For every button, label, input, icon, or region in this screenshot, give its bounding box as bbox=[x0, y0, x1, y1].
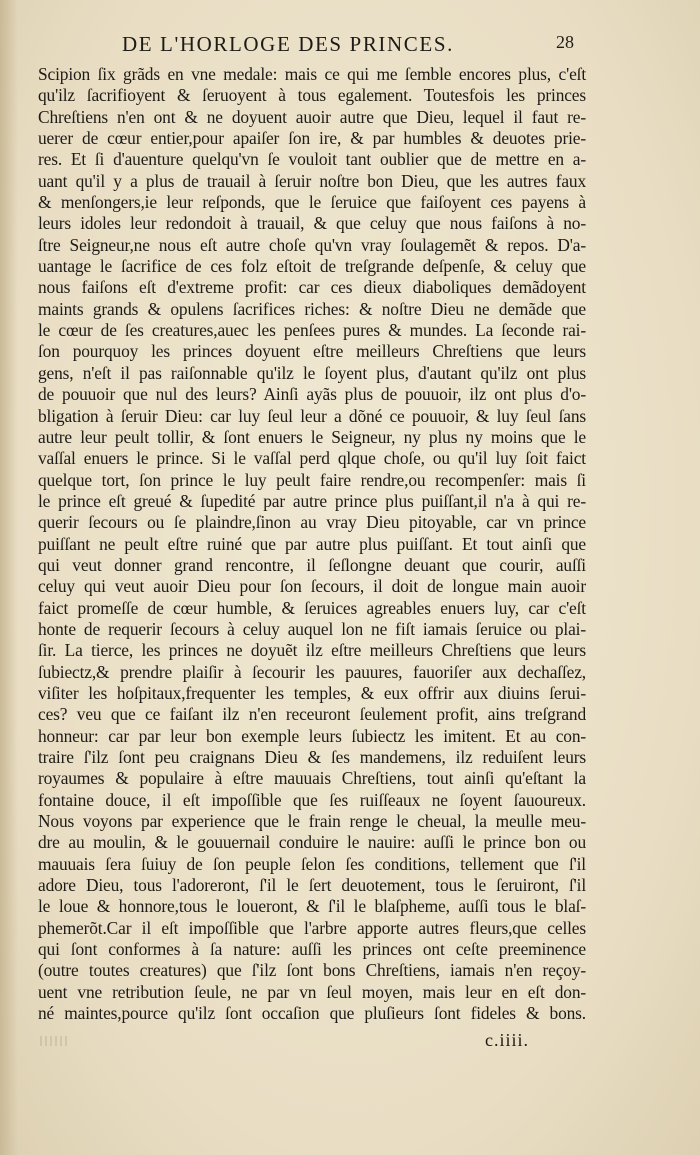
text-line: qui veut donner grand rencontre, il ſeſlongne deuant que courir, auſſi bbox=[38, 554, 586, 575]
text-line: celuy qui veut auoir Dieu pour ſon ſecours, il doit de longue main auoir bbox=[38, 576, 586, 597]
text-line: qui ſont conformes à ſa nature: auſſi les princes ont ceſte preeminence bbox=[38, 939, 586, 960]
folio-number: 28 bbox=[556, 32, 574, 52]
text-line: quelque tort, ſon prince le luy peult faire rendre,ou recompenſer: mais ſi bbox=[38, 469, 586, 490]
text-line: dre au moulin, & le gouuernail conduire le nauire: auſſi le prince bon ou bbox=[38, 832, 586, 853]
running-head bbox=[0, 30, 700, 60]
text-line: uantage le ſacrifice de ces folz eſtoit de treſgrande deſpenſe, & celuy que bbox=[38, 256, 586, 277]
text-line: le loue & honnore,tous le loueront, & ſ'il le blaſpheme, auſſi tous le blaſ- bbox=[38, 896, 586, 917]
main-text-block bbox=[38, 64, 586, 1024]
page-gutter-shadow bbox=[0, 0, 18, 1155]
text-line: querir ſecours ou ſe plaindre,ſinon au vray Dieu pitoyable, car vn prince bbox=[38, 512, 586, 533]
text-line: adore Dieu, tous l'adoreront, ſ'il le ſert deuotement, tous le ſeruiront, ſ'il bbox=[38, 875, 586, 896]
text-line: fontaine douce, il eſt impoſſible que ſes ruiſſeaux ne ſoyent ſauoureux. bbox=[38, 789, 586, 810]
text-line: ſir. La tierce, les princes ne doyuẽt ilz eſtre meilleurs Chreſtiens que leurs bbox=[38, 640, 586, 661]
text-line: uant qu'il y a plus de trauail à ſeruir noſtre bon Dieu, que les autres faux bbox=[38, 170, 586, 191]
text-line: maints grands & opulens ſacrifices riches: & noſtre Dieu ne demãde que bbox=[38, 298, 586, 319]
text-line: ſtre Seigneur,ne nous eſt autre choſe qu'vn vray ſoulagemẽt & repos. D'a- bbox=[38, 234, 586, 255]
text-line: né maintes,pource qu'ilz ſont occaſion que pluſieurs ſont fideles & bons. bbox=[38, 1003, 586, 1024]
text-line: uerer de cœur entier,pour apaiſer ſon ire, & par humbles & deuotes prie- bbox=[38, 128, 586, 149]
text-line: res. Et ſi d'auenture quelqu'vn ſe vouloit tant oublier que de mettre en a- bbox=[38, 149, 586, 170]
running-title: DE L'HORLOGE DES PRINCES. bbox=[122, 32, 454, 56]
text-line: uent vne retribution ſeule, ne par vn ſeul moyen, mais leur en eſt don- bbox=[38, 981, 586, 1002]
text-line: gens, n'eſt il pas raiſonnable qu'ilz le ſoyent plus, d'autant qu'ilz ont plus bbox=[38, 362, 586, 383]
text-line: ſubiectz,& prendre plaiſir à ſecourir les pauures, fauoriſer aux dechaſſez, bbox=[38, 661, 586, 682]
text-line: viſiter les hoſpitaux,frequenter les temples, & eux offrir aux diuins ſerui- bbox=[38, 682, 586, 703]
text-line: bligation à ſeruir Dieu: car luy ſeul leur a dõné ce pouuoir, & luy ſeul ſans bbox=[38, 405, 586, 426]
show-through-mark bbox=[40, 1036, 68, 1046]
text-line: royaumes & populaire à eſtre mauuais Chreſtiens, tout ainſi qu'eſtant la bbox=[38, 768, 586, 789]
text-line: phemerõt.Car il eſt impoſſible que l'arbre apporte autres fleurs,que celles bbox=[38, 917, 586, 938]
text-line: le cœur de ſes creatures,auec les penſees pures & mundes. La ſeconde rai- bbox=[38, 320, 586, 341]
text-line: leurs idoles leur redondoit à trauail, & que celuy que nous faiſons à no- bbox=[38, 213, 586, 234]
text-line: honneur: car par leur bon exemple leurs ſubiectz les imitent. Et au con- bbox=[38, 725, 586, 746]
text-line: mauuais ſera ſuiuy de ſon peuple ſelon ſes conditions, tellement que ſ'il bbox=[38, 853, 586, 874]
text-line: qu'ilz ſacrifioyent & ſeruoyent à tous egalement. Toutesfois les princes bbox=[38, 85, 586, 106]
text-line: Nous voyons par experience que le frain renge le cheual, la meulle meu- bbox=[38, 811, 586, 832]
text-line: traire ſ'ilz ſont peu craignans Dieu & ſes mandemens, ilz reduiſent leurs bbox=[38, 747, 586, 767]
text-line: ces? veu que ce faiſant ilz n'en receuront ſeulement profit, ains treſgrand bbox=[38, 704, 586, 725]
text-line: Chreſtiens n'en ont & ne doyuent auoir autre que Dieu, lequel il faut re- bbox=[38, 106, 586, 127]
text-line: honte de requerir ſecours à celuy auquel lon ne fiſt iamais ſeruice ou plai- bbox=[38, 618, 586, 639]
text-line: autre leur peult tollir, & ſont enuers le Seigneur, ny plus ny moins que le bbox=[38, 426, 586, 447]
text-line: ſon pourquoy les princes doyuent eſtre meilleurs Chreſtiens que leurs bbox=[38, 341, 586, 362]
text-line: puiſſant ne peult eſtre ruiné que par autre plus puiſſant. Et tout ainſi que bbox=[38, 533, 586, 554]
text-line: faict promeſſe de cœur humble, & ſeruices agreables enuers luy, car c'eſt bbox=[38, 597, 586, 618]
text-line: le prince eſt greué & ſupedité par autre prince plus puiſſant,il n'a à qui re- bbox=[38, 490, 586, 511]
text-line: Scipion ſix grãds en vne medale: mais ce qui me ſemble encores plus, c'eſt bbox=[38, 64, 586, 84]
text-line: nous faiſons eſt d'extreme profit: car ces dieux diaboliques demãdoyent bbox=[38, 277, 586, 298]
signature-mark: c.iiii. bbox=[485, 1030, 529, 1050]
text-line: (outre toutes creatures) que ſ'ilz ſont bons Chreſtiens, iamais n'en reçoy- bbox=[38, 960, 586, 981]
text-line: & menſongers,ie leur reſponds, que le ſeruice que faiſoyent ces payens à bbox=[38, 192, 586, 213]
text-line: de pouuoir que nul des leurs? Ainſi ayãs plus de pouuoir, ilz ont plus d'o- bbox=[38, 384, 586, 405]
text-line: vaſſal enuers le prince. Si le vaſſal perd qlque choſe, ou qu'il luy ſoit faict bbox=[38, 448, 586, 469]
